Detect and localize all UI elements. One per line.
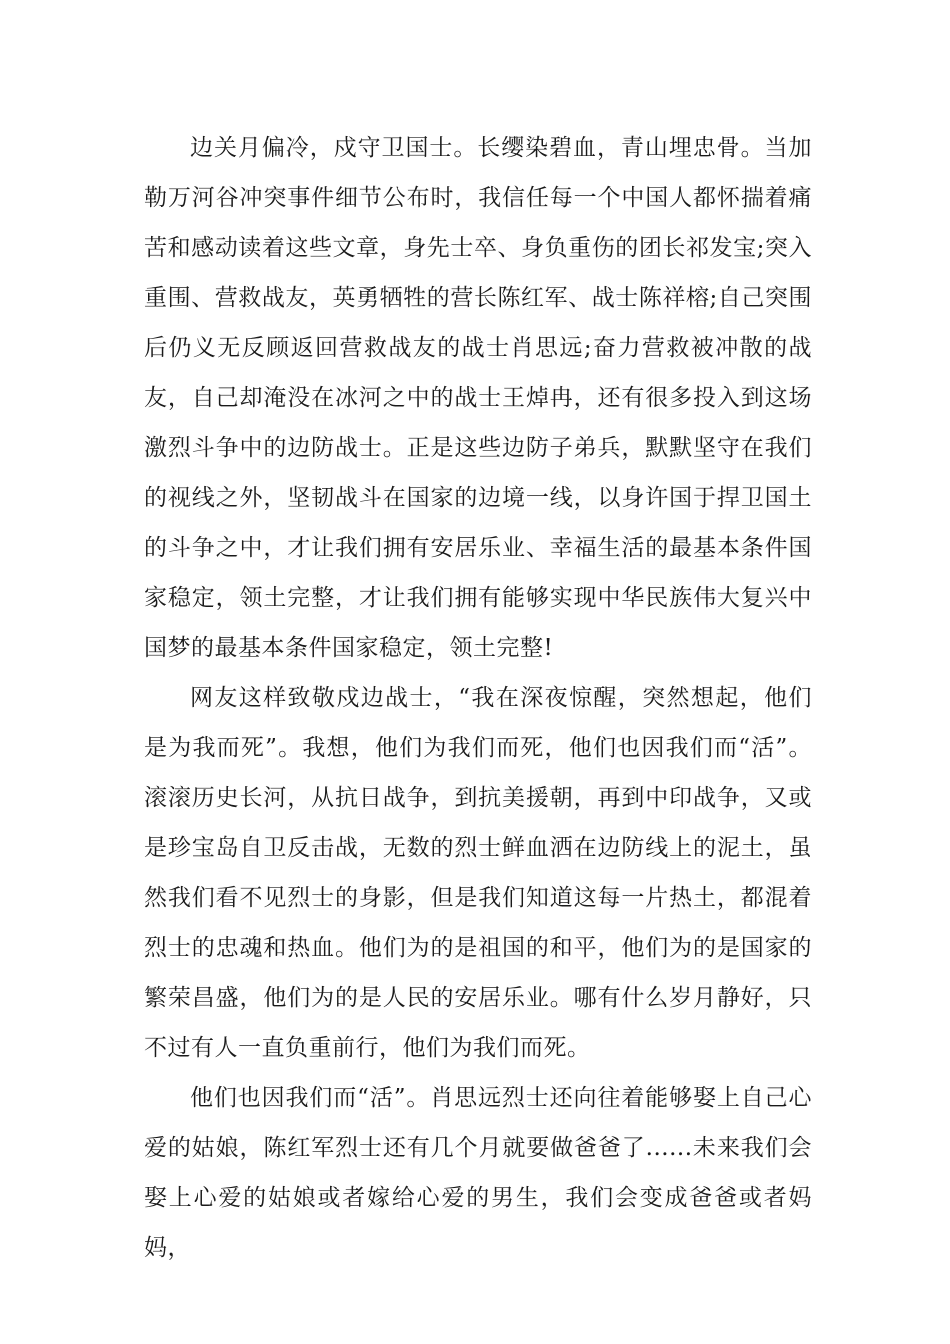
paragraph-3: 他们也因我们而“活”。肖思远烈士还向往着能够娶上自己心爱的姑娘，陈红军烈士还有几个月就要做爸爸了......未来我们会娶上心爱的姑娘或者嫁给心爱的男生，我们会变成爸爸或者妈妈， (144, 1085, 812, 1261)
document-body (144, 123, 812, 1273)
paragraph-2: 网友这样致敬戍边战士，“我在深夜惊醒，突然想起，他们是为我而死”。我想，他们为我们而死，他们也因我们而“活”。滚滚历史长河，从抗日战争，到抗美援朝，再到中印战争，又或是珍宝岛自卫反击战，无数的烈士鲜血洒在边防线上的泥土，虽然我们看不见烈士的身影，但是我们知道这每一片热土，都混着烈士的忠魂和热血。他们为的是祖国的和平，他们为的是国家的繁荣昌盛，他们为的是人民的安居乐业。哪有什么岁月静好，只不过有人一直负重前行，他们为我们而死。 (144, 685, 812, 1061)
paragraph-1: 边关月偏冷，戍守卫国士。长缨染碧血，青山埋忠骨。当加勒万河谷冲突事件细节公布时，我信任每一个中国人都怀揣着痛苦和感动读着这些文章，身先士卒、身负重伤的团长祁发宝;突入重围、营救战友，英勇牺牲的营长陈红军、战士陈祥榕;自己突围后仍义无反顾返回营救战友的战士肖思远;奋力营救被冲散的战友，自己却淹没在冰河之中的战士王焯冉，还有很多投入到这场激烈斗争中的边防战士。正是这些边防子弟兵，默默坚守在我们的视线之外，坚韧战斗在国家的边境一线，以身许国于捍卫国土的斗争之中，才让我们拥有安居乐业、幸福生活的最基本条件国家稳定，领土完整，才让我们拥有能够实现中华民族伟大复兴中国梦的最基本条件国家稳定，领土完整! (144, 135, 812, 661)
